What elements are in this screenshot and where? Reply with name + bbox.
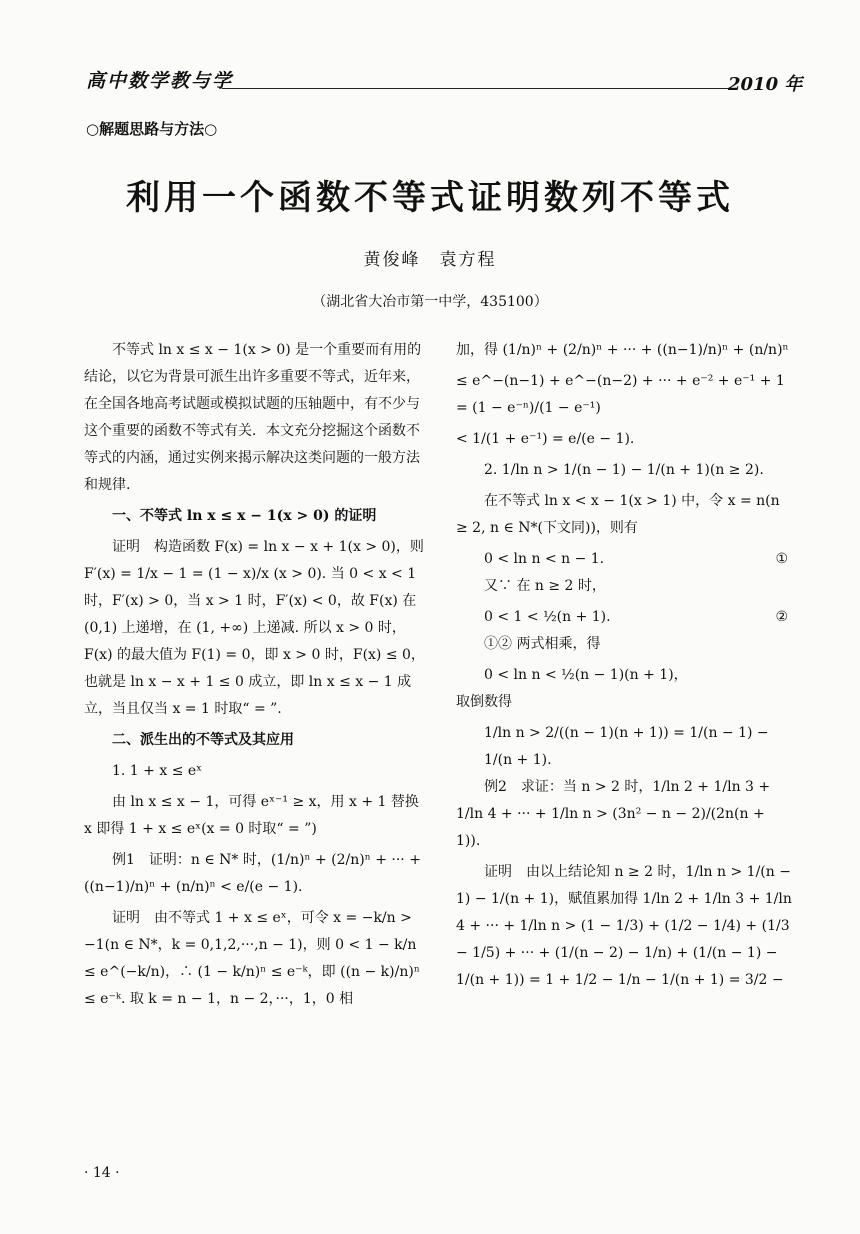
- equation-4: [456, 720, 792, 774]
- left-column: [84, 337, 426, 1017]
- equation-2: [456, 604, 792, 631]
- proof-paragraph: 证明 由以上结论知 n ≥ 2 时，1/ln n > 1/(n − 1) − 1/(n + 1)，赋值累加得 1/ln 2 + 1/ln 3 + 1/ln 4 + ··· + 1/ln n > (1 − 1/3) + (1/2 − 1/4) + (1/3 − 1/5) + ··· + (1/(n − 2) − 1/n) + (1/(n − 1) − 1/(n + 1)) = 1 + 1/2 − 1/n − 1/(n + 1) = 3/2 −: [456, 864, 792, 988]
- paragraph: 2. 1/ln n > 1/(n − 1) − 1/(n + 1)(n ≥ 2).: [484, 462, 764, 478]
- paragraph: 不等式 ln x ≤ x − 1(x > 0) 是一个重要而有用的结论，以它为背景可派生出许多重要不等式，近年来，在全国各地高考试题或模拟试题的压轴题中，有不少与这个重要的函数不等式有关．本文充分挖掘这个函数不等式的内涵，通过实例来揭示解决这类问题的一般方法和规律.: [84, 342, 422, 493]
- paragraph: ①② 两式相乘，得: [484, 636, 601, 652]
- equation-text: 0 < ln n < ½(n − 1)(n + 1)，: [484, 667, 688, 683]
- section-heading: 二、派生出的不等式及其应用: [112, 732, 294, 748]
- right-column: [456, 337, 792, 998]
- authors: 黄俊峰 袁方程: [363, 250, 497, 270]
- affiliation: （湖北省大冶市第一中学，435100）: [312, 294, 548, 310]
- paragraph: 证明 构造函数 F(x) = ln x − x + 1(x > 0)，则 F′(x) = 1/x − 1 = (1 − x)/x (x > 0). 当 0 < x < 1 时，F′(x) > 0，当 x > 1 时，F′(x) < 0，故 F(x) 在 (0,1) 上递增，在 (1, +∞) 上递减. 所以 x > 0 时，F(x) 的最大值为 F(1) = 0，即 x > 0 时，F(x) ≤ 0，也就是 ln x − x + 1 ≤ 0 成立，即 ln x ≤ x − 1 成立，当且仅当 x = 1 时取“ = ”.: [84, 539, 425, 717]
- proof-paragraph: 证明 由不等式 1 + x ≤ eˣ，可令 x = −k/n > −1(n ∈ N*，k = 0,1,2,···,n − 1)，则 0 < 1 − k/n ≤ e^(−k/n)，∴ (1 − k/n)ⁿ ≤ e⁻ᵏ，即 ((n − k)/n)ⁿ ≤ e⁻ᵏ. 取 k = n − 1，n − 2，···，1，0 相: [84, 910, 420, 1007]
- article-title: 利用一个函数不等式证明数列不等式: [126, 178, 734, 218]
- equation-text: 0 < ln n < n − 1.: [484, 551, 605, 567]
- example-paragraph: 例2 求证：当 n > 2 时，1/ln 2 + 1/ln 3 + 1/ln 4 + ··· + 1/ln n > (3n² − n − 2)/(2n(n + 1)).: [456, 779, 771, 849]
- column-label: ○解题思路与方法○: [86, 120, 218, 138]
- equation-1: [456, 546, 792, 573]
- paragraph: 由 ln x ≤ x − 1，可得 eˣ⁻¹ ≥ x，用 x + 1 替换 x 即得 1 + x ≤ eˣ(x = 0 时取“ = ”): [84, 794, 419, 837]
- example-paragraph: 例1 证明：n ∈ N* 时，(1/n)ⁿ + (2/n)ⁿ + ··· + ((n−1)/n)ⁿ + (n/n)ⁿ < e/(e − 1).: [84, 852, 421, 895]
- equation-text: 1/ln n > 2/((n − 1)(n + 1)) = 1/(n − 1) − 1/(n + 1).: [484, 725, 769, 768]
- equation-text: 0 < 1 < ½(n + 1).: [484, 609, 611, 625]
- paragraph: 取倒数得: [456, 694, 512, 710]
- equation-number: ②: [775, 609, 788, 625]
- journal-title: 高中数学教与学: [86, 70, 234, 92]
- paragraph: 加，得 (1/n)ⁿ + (2/n)ⁿ + ··· + ((n−1)/n)ⁿ + (n/n)ⁿ: [456, 342, 789, 358]
- equation-number: ①: [775, 551, 788, 567]
- paragraph: 又∵ 在 n ≥ 2 时，: [484, 578, 606, 594]
- paragraph: 1. 1 + x ≤ eˣ: [112, 763, 203, 779]
- equation-line: < 1/(1 + e⁻¹) = e/(e − 1).: [456, 431, 635, 447]
- header-rule: [222, 88, 730, 89]
- equation-3: [456, 662, 792, 689]
- section-heading: 一、不等式 ln x ≤ x − 1(x > 0) 的证明: [112, 508, 377, 524]
- equation-line: ≤ e^−(n−1) + e^−(n−2) + ··· + e⁻² + e⁻¹ + 1 = (1 − e⁻ⁿ)/(1 − e⁻¹): [456, 373, 785, 416]
- journal-year: 2010 年: [728, 74, 803, 95]
- page-number: · 14 ·: [84, 1165, 120, 1181]
- paragraph: 在不等式 ln x < x − 1(x > 1) 中，令 x = n(n ≥ 2, n ∈ N*(下文同))，则有: [456, 493, 780, 536]
